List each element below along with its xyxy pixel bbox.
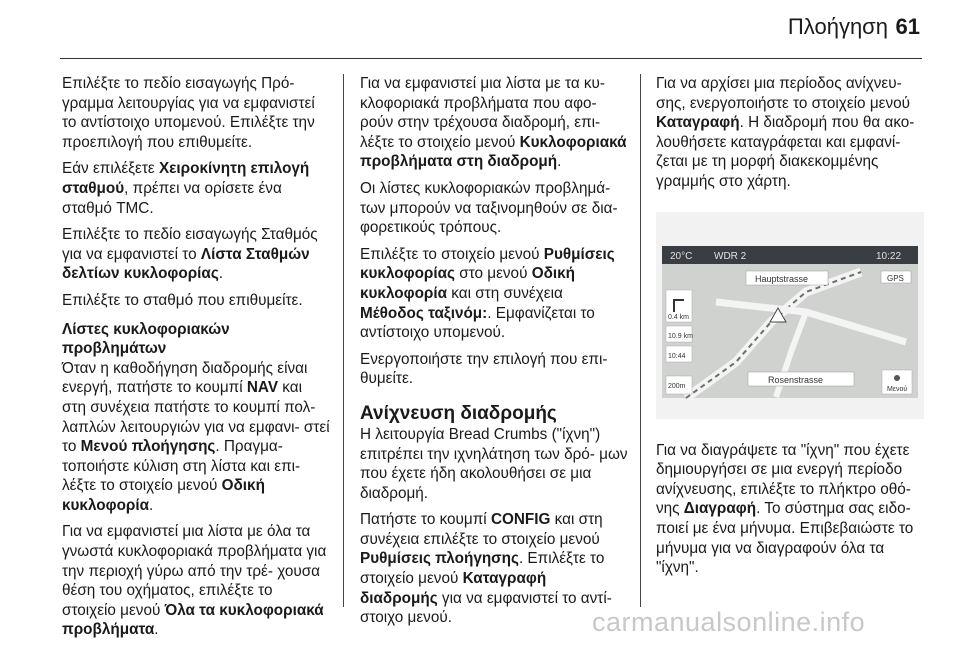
watermark: carmanualsonline.info	[592, 607, 866, 637]
text: , πρέπει να ορίσετε ένα σταθμό TMC.	[62, 179, 282, 217]
temperature-readout: 20°C	[670, 250, 693, 262]
menu-button-label: Μενού	[887, 385, 908, 393]
column-divider-2	[640, 74, 641, 607]
street-name-bottom-label: Rosenstrasse	[768, 374, 824, 385]
gps-badge-label: GPS	[887, 273, 904, 283]
paragraph: Οι λίστες κυκλοφοριακών προβλημά- των μπορούν να ταξινομηθούν σε δια- φορετικούς τρόπους.	[360, 179, 618, 237]
header-rule	[60, 58, 922, 59]
paragraph	[656, 74, 924, 192]
menu-item-label: Λίστα Σταθμών δελτίων κυκλοφορίας	[62, 245, 310, 283]
button-label: Διαγραφή	[683, 500, 757, 518]
paragraph	[62, 359, 330, 516]
paragraph	[62, 159, 330, 218]
page-header	[0, 0, 960, 60]
text: . Εμφανίζεται το αντίστοιχο υπομενού.	[360, 304, 595, 342]
menu-item-label: Ρυθμίσεις κυκλοφορίας	[360, 245, 615, 283]
paragraph: Επιλέξτε το πεδίο εισαγωγής Πρό- γραμμα λειτουργίας για να εμφανιστεί το αντίστοιχο υπομενού. Επιλέξτε την προεπιλογή που επιθυμείτε.	[62, 75, 315, 151]
navigation-map-illustration	[656, 212, 924, 419]
text: στο μενού	[455, 265, 532, 283]
menu-item-label: Όλα τα κυκλοφοριακά προβλήματα	[62, 601, 324, 639]
paragraph: Η λειτουργία Bread Crumbs ("ίχνη") επιτρέπει την ιχνηλάτηση των δρό- μων που έχετε ήδη ακολουθήσει σε μια διαδρομή.	[360, 425, 628, 502]
text: για να εμφανιστεί το αντί- στοιχο μενού.	[360, 589, 612, 627]
menu-item-label: Χειροκίνητη επιλογή σταθμού	[62, 160, 310, 197]
text: και στη συνέχεια πατήστε το κουμπί πολ- λαπλών λειτουργιών για να εμφανι- στεί το	[62, 379, 330, 456]
map-scale: 200m	[668, 382, 686, 390]
menu-item-label: Καταγραφή	[656, 114, 740, 132]
section-title: Πλοήγηση	[787, 14, 888, 39]
paragraph	[62, 522, 330, 640]
column-divider-1	[343, 74, 344, 607]
page-number: 61	[895, 14, 920, 39]
text: . Πραγμα- τοποιήστε κύλιση στη λίστα και επι- λέξτε το στοιχείο μενού	[62, 438, 301, 495]
text: Επιλέξτε το πεδίο εισαγωγής Σταθμός για να εμφανιστεί το	[62, 226, 318, 263]
text: . Η διαδρομή που θα ακο- λουθήσετε καταγράφεται και εμφανί- ζεται με τη μορφή διακεκομμένης γραμμής στο χάρτη.	[656, 114, 915, 190]
menu-item-label: Οδική κυκλοφορία	[62, 477, 265, 514]
menu-item-label: Μενού πλοήγησης	[80, 438, 216, 456]
turn-distance: 0.4 km	[668, 313, 690, 321]
text: .	[218, 265, 224, 283]
street-name-top-label: Hauptstrasse	[755, 273, 809, 284]
menu-item-label: Μέθοδος ταξινόμ:	[360, 304, 488, 322]
text: Εάν επιλέξετε	[62, 160, 159, 178]
text: και στη συνέχεια επιλέξτε το στοιχείο μενού	[360, 511, 603, 548]
radio-station-readout: WDR 2	[714, 250, 747, 262]
text: . Το σύστημα σας ειδο- ποιεί με ένα μήνυμα. Επιβεβαιώστε το μήνυμα για να διαγραφούν όλα τα "ίχνη".	[656, 500, 914, 577]
paragraph: Ενεργοποιήστε την επιλογή που επι- θυμείτε.	[360, 350, 608, 388]
paragraph	[62, 225, 330, 284]
column-2	[360, 74, 628, 635]
subheading: Λίστες κυκλοφοριακών προβλημάτων	[62, 320, 230, 358]
text: Για να εμφανιστεί μια λίστα με όλα τα γνωστά κυκλοφοριακά προβλήματα για την περιοχή γύρω από την τρέ- χουσα θέση του οχήματος, επιλέξτε το στοιχείο μενού	[62, 523, 327, 619]
menu-item-label: Κυκλοφοριακά προβλήματα στη διαδρομή	[360, 133, 627, 171]
text: και στη συνέχεια	[447, 284, 563, 302]
paragraph	[360, 510, 628, 628]
button-label: CONFIG	[490, 511, 551, 529]
text: Για να διαγράψετε τα "ίχνη" που έχετε δημιουργήσει σε μια ενεργή περίοδο ανίχνευσης, επιλέξτε το πλήκτρο οθό- νης	[656, 441, 911, 518]
text: Επιλέξτε το στοιχείο μενού	[360, 245, 544, 263]
text: . Επιλέξτε το στοιχείο μενού	[360, 550, 605, 588]
text: .	[149, 496, 154, 514]
paragraph	[360, 74, 628, 172]
eta-readout: 10:44	[668, 352, 686, 360]
clock-readout: 10:22	[876, 250, 902, 262]
remaining-distance: 10.9 km	[668, 332, 693, 340]
column-1	[62, 74, 330, 647]
text: .	[557, 153, 562, 171]
button-label: NAV	[246, 379, 279, 397]
column-3	[656, 74, 924, 585]
paragraph	[360, 245, 628, 343]
menu-person-icon	[894, 375, 900, 381]
text: Όταν η καθοδήγηση διαδρομής είναι ενεργή, πατήστε το κουμπί	[62, 359, 308, 397]
paragraph: Επιλέξτε το σταθμό που επιθυμείτε.	[62, 291, 303, 309]
menu-item-label: Ρυθμίσεις πλοήγησης	[360, 550, 519, 568]
navigation-screen-photo	[656, 212, 924, 419]
text: Για να εμφανιστεί μια λίστα με τα κυ- κλοφοριακά προβλήματα που αφο- ρούν στην τρέχουσα διαδρομή, επι- λέξτε το στοιχείο μενού	[360, 75, 606, 151]
text: .	[154, 621, 159, 639]
paragraph	[656, 441, 924, 578]
menu-item-label: Καταγραφή διαδρομής	[360, 570, 547, 607]
text: Πατήστε το κουμπί	[360, 511, 491, 529]
text: Για να αρχίσει μια περίοδος ανίχνευ- σης, ενεργοποιήστε το στοιχείο μενού	[656, 75, 910, 112]
menu-item-label: Οδική κυκλοφορία	[360, 265, 575, 302]
section-heading: Ανίχνευση διαδρομής	[360, 402, 557, 424]
